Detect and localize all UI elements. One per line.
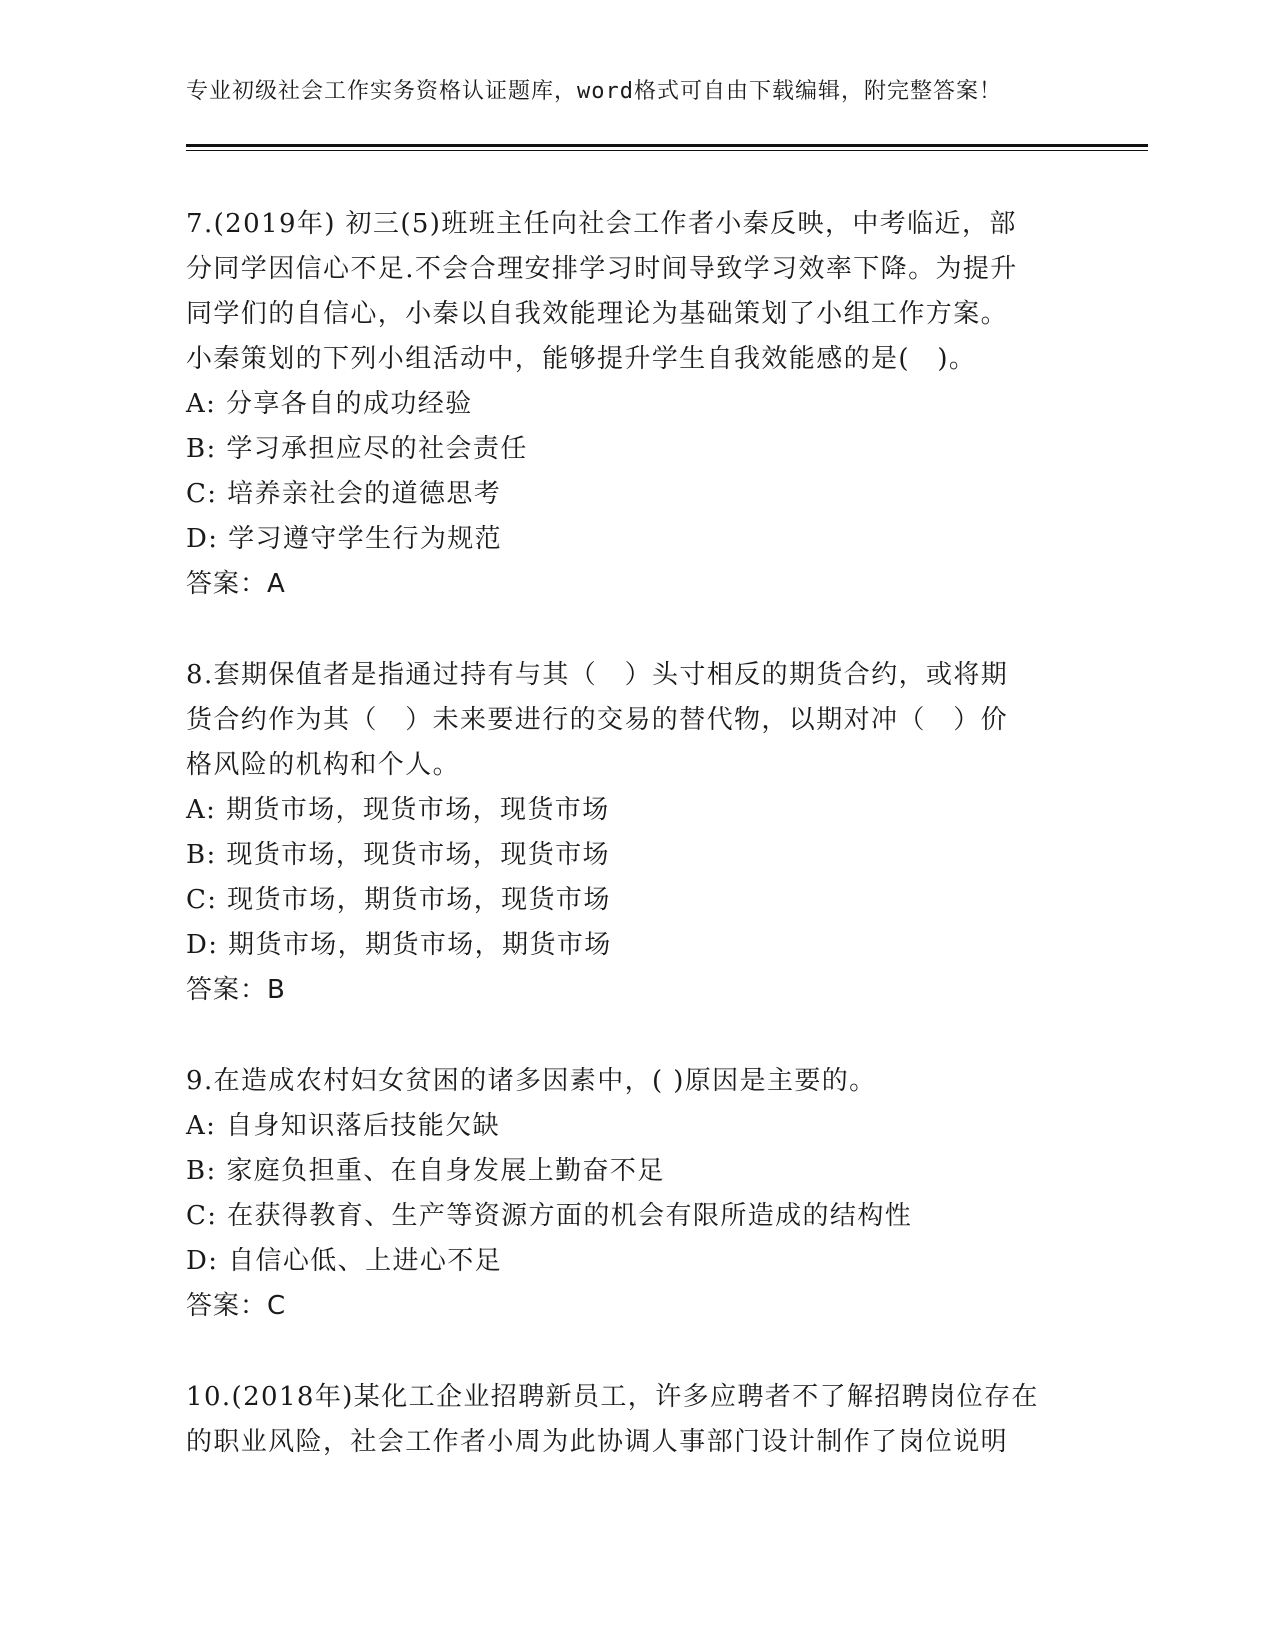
option-d: D: 期货市场，期货市场，期货市场 — [186, 930, 612, 960]
question-line: 10.(2018年)某化工企业招聘新员工，许多应聘者不了解招聘岗位存在 — [186, 1382, 1039, 1412]
question-line: 小秦策划的下列小组活动中，能够提升学生自我效能感的是( )。 — [186, 344, 977, 374]
question-text — [186, 1059, 1086, 1104]
option-c: C: 培养亲社会的道德思考 — [186, 479, 502, 509]
option-a: A: 分享各自的成功经验 — [186, 389, 473, 419]
question-line: 货合约作为其（ ）未来要进行的交易的替代物，以期对冲（ ）价 — [186, 705, 1009, 735]
question-line: 7.(2019年) 初三(5)班班主任向社会工作者小秦反映，中考临近，部 — [186, 209, 1017, 239]
question-7 — [186, 202, 1086, 607]
question-text — [186, 653, 1086, 788]
question-8 — [186, 653, 1086, 1013]
question-9 — [186, 1059, 1086, 1329]
option-a: A: 自身知识落后技能欠缺 — [186, 1111, 501, 1141]
page-header: 专业初级社会工作实务资格认证题库，word格式可自由下载编辑，附完整答案！ — [186, 79, 1002, 104]
option-b: B: 现货市场，现货市场，现货市场 — [186, 840, 610, 870]
header-rule-thin — [186, 150, 1148, 151]
option-d: D: 学习遵守学生行为规范 — [186, 524, 503, 554]
answer-label: 答案：A — [186, 569, 286, 599]
option-c: C: 现货市场，期货市场，现货市场 — [186, 885, 611, 915]
question-text — [186, 1375, 1086, 1465]
question-line: 9.在造成农村妇女贫困的诸多因素中，( )原因是主要的。 — [186, 1066, 877, 1096]
question-line: 同学们的自信心，小秦以自我效能理论为基础策划了小组工作方案。 — [186, 299, 1009, 329]
option-a: A: 期货市场，现货市场，现货市场 — [186, 795, 610, 825]
question-line: 分同学因信心不足.不会合理安排学习时间导致学习效率下降。为提升 — [186, 254, 1018, 284]
question-line: 格风险的机构和个人。 — [186, 750, 461, 780]
answer-label: 答案：B — [186, 975, 286, 1005]
option-d: D: 自信心低、上进心不足 — [186, 1246, 503, 1276]
header-rule-thick — [186, 144, 1148, 147]
question-10 — [186, 1375, 1086, 1465]
question-line: 的职业风险，社会工作者小周为此协调人事部门设计制作了岗位说明 — [186, 1427, 1009, 1457]
question-text — [186, 202, 1086, 382]
option-b: B: 学习承担应尽的社会责任 — [186, 434, 528, 464]
answer-label: 答案：C — [186, 1291, 287, 1321]
question-list — [186, 202, 1086, 1511]
option-c: C: 在获得教育、生产等资源方面的机会有限所造成的结构性 — [186, 1201, 913, 1231]
question-line: 8.套期保值者是指通过持有与其（ ）头寸相反的期货合约，或将期 — [186, 660, 1009, 690]
option-b: B: 家庭负担重、在自身发展上勤奋不足 — [186, 1156, 665, 1186]
